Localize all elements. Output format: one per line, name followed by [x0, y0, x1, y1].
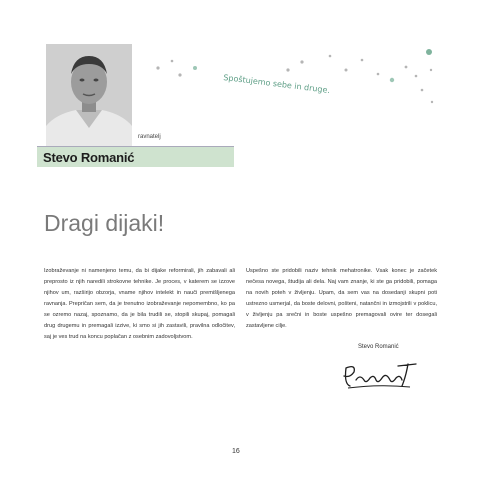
person-name: Stevo Romanić: [43, 150, 135, 165]
handwritten-signature: [340, 358, 420, 392]
name-bar: [37, 146, 234, 167]
motto-text: Spoštujemo sebe in druge.: [222, 73, 331, 96]
letter-column-right: Uspešno ste pridobili naziv tehnik mehatronike. Vsak konec je začetek nečesa novega, študija ali dela. Naj vam znanje, ki ste ga pridobili, pomaga na novih poteh v življenju. Upam, da sem vas na dosedanji skupni poti ustrezno usmerjal, da boste delovni, pošteni, natančni in izmojstrili v poklicu, v življenju pa srečni in boste uspešno premagovali ovire ter dosegali zastavljene cilje.: [246, 268, 437, 329]
page-heading: Dragi dijaki!: [44, 210, 165, 236]
signature-name: Stevo Romanić: [358, 344, 399, 350]
role-label: ravnatelj: [138, 134, 161, 140]
decorative-dots: [140, 40, 440, 120]
page-number: 16: [232, 448, 240, 455]
portrait-illustration: [46, 44, 132, 146]
portrait-photo: [46, 44, 132, 146]
letter-column-left: Izobraževanje ni namenjeno temu, da bi dijake reformirali, jih zabavali ali preprosto iz njih naredili strokovne tehnike. Je proces, v katerem se izzove njihov um, razširijo obzorja, vname njihov intelekt in nauči premišljenega ravnanja. Prepričan sem, da je trenutno izobraževanje nepomembno, ko pa se ozremo nazaj, spoznamo, da je bila trudili se, stopili skupaj, pomagali drug drugemu in premagali izzive, ki smo si jih zastavili, pravilna odločitev, saj je ves trud na koncu poplačan z osebnim zadovoljstvom.: [44, 268, 235, 340]
